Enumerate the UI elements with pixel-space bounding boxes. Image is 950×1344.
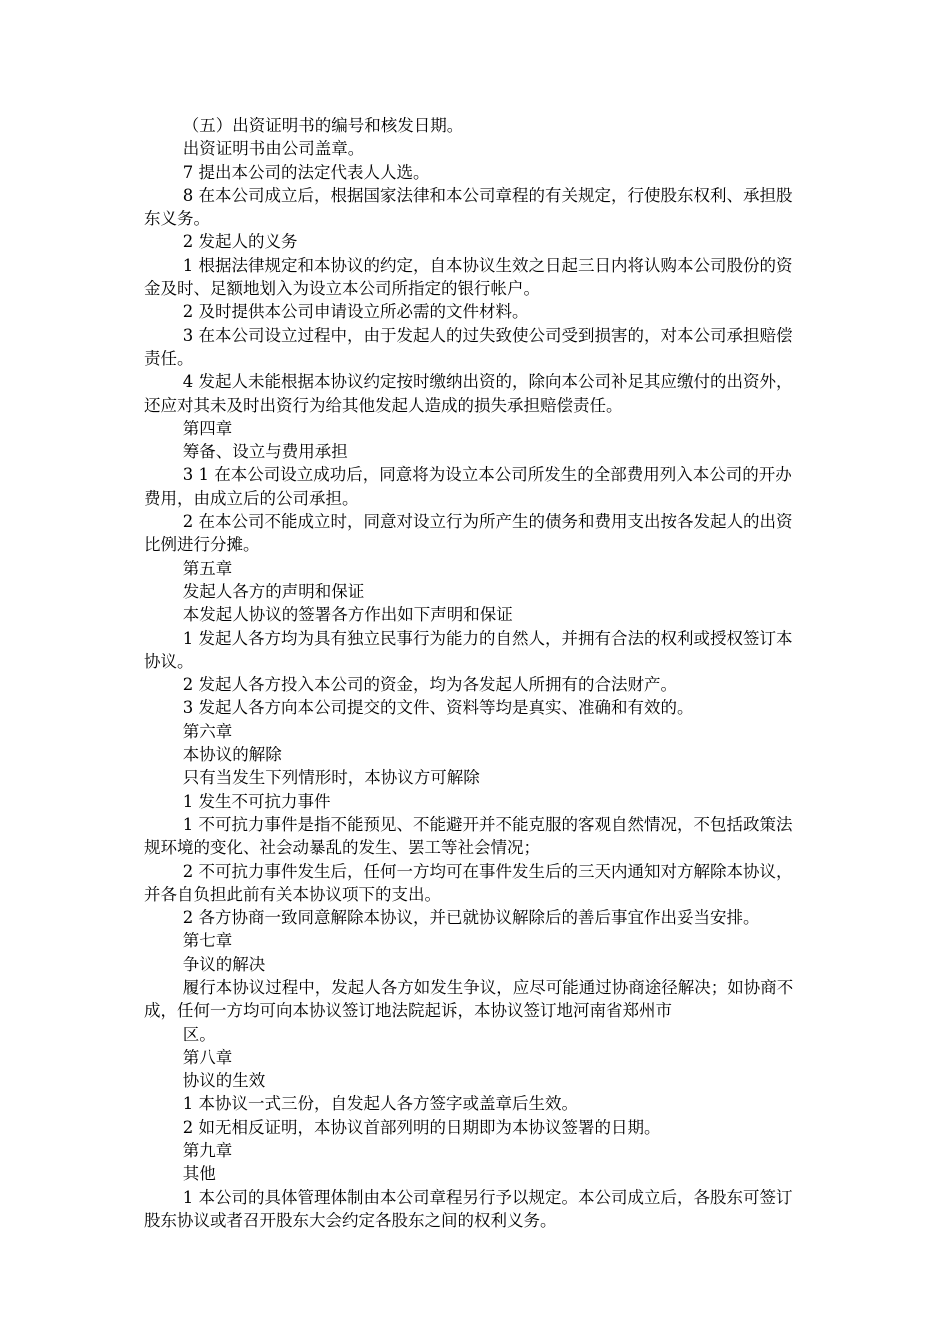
paragraph: 1 本公司的具体管理体制由本公司章程另行予以规定。本公司成立后，各股东可签订股东协议或者召开股东大会约定各股东之间的权利义务。	[144, 1187, 793, 1230]
paragraph: 2 及时提供本公司申请设立所必需的文件材料。	[182, 302, 529, 322]
chapter-heading: 第九章	[182, 1141, 233, 1161]
paragraph: 2 发起人各方投入本公司的资金，均为各发起人所拥有的合法财产。	[182, 675, 678, 695]
chapter-heading: 第八章	[182, 1047, 233, 1067]
chapter-title: 发起人各方的声明和保证	[182, 581, 365, 601]
paragraph: 3 1 在本公司设立成功后，同意将为设立本公司所发生的全部费用列入本公司的开办费用，由成立后的公司承担。	[144, 465, 792, 508]
chapter-heading: 第七章	[182, 931, 233, 951]
chapter-title: 争议的解决	[182, 954, 266, 974]
paragraph: 3 在本公司设立过程中，由于发起人的过失致使公司受到损害的，对本公司承担赔偿责任。	[144, 325, 793, 368]
paragraph: 1 发生不可抗力事件	[182, 791, 331, 811]
paragraph: 履行本协议过程中，发起人各方如发生争议，应尽可能通过协商途径解决；如协商不成，任何一方均可向本协议签订地法院起诉，本协议签订地河南省郑州市	[144, 977, 794, 1021]
paragraph: 7 提出本公司的法定代表人人选。	[182, 162, 430, 182]
chapter-title: 其他	[182, 1164, 216, 1184]
paragraph: 3 发起人各方向本公司提交的文件、资料等均是真实、准确和有效的。	[182, 698, 694, 718]
paragraph: 只有当发生下列情形时，本协议方可解除	[182, 768, 480, 788]
paragraph: 1 不可抗力事件是指不能预见、不能避开并不能克服的客观自然情况，不包括政策法规环境的变化、社会动暴乱的发生、罢工等社会情况；	[144, 814, 793, 858]
paragraph: 2 各方协商一致同意解除本协议，并已就协议解除后的善后事宜作出妥当安排。	[182, 908, 760, 928]
paragraph: 出资证明书由公司盖章。	[182, 139, 365, 159]
chapter-heading: 第六章	[182, 721, 233, 741]
paragraph: 1 发起人各方均为具有独立民事行为能力的自然人，并拥有合法的权利或授权签订本协议。	[144, 628, 793, 671]
chapter-title: 本协议的解除	[182, 745, 282, 765]
chapter-heading: 第五章	[182, 558, 233, 578]
chapter-title: 筹备、设立与费用承担	[182, 442, 348, 462]
paragraph: 1 根据法律规定和本协议的约定，自本协议生效之日起三日内将认购本公司股份的资金及时、足额地划入为设立本公司所指定的银行帐户。	[144, 255, 793, 299]
chapter-heading: 第四章	[182, 418, 233, 438]
paragraph: 2 不可抗力事件发生后，任何一方均可在事件发生后的三天内通知对方解除本协议，并各自负担此前有关本协议项下的支出。	[144, 861, 793, 904]
paragraph: 本发起人协议的签署各方作出如下声明和保证	[182, 605, 513, 625]
paragraph: 区。	[182, 1024, 216, 1044]
paragraph: 1 本协议一式三份，自发起人各方签字或盖章后生效。	[182, 1094, 579, 1114]
paragraph: 2 在本公司不能成立时，同意对设立行为所产生的债务和费用支出按各发起人的出资比例进行分摊。	[144, 512, 793, 555]
section-heading: 2 发起人的义务	[182, 232, 298, 252]
paragraph: 4 发起人未能根据本协议约定按时缴纳出资的，除向本公司补足其应缴付的出资外，还应对其未及时出资行为给其他发起人造成的损失承担赔偿责任。	[144, 372, 793, 415]
paragraph: 8 在本公司成立后，根据国家法律和本公司章程的有关规定，行使股东权利、承担股东义务。	[144, 185, 793, 229]
paragraph: 2 如无相反证明，本协议首部列明的日期即为本协议签署的日期。	[182, 1117, 661, 1137]
chapter-title: 协议的生效	[182, 1071, 266, 1091]
paragraph: （五）出资证明书的编号和核发日期。	[182, 116, 464, 135]
document-page	[144, 114, 806, 1232]
